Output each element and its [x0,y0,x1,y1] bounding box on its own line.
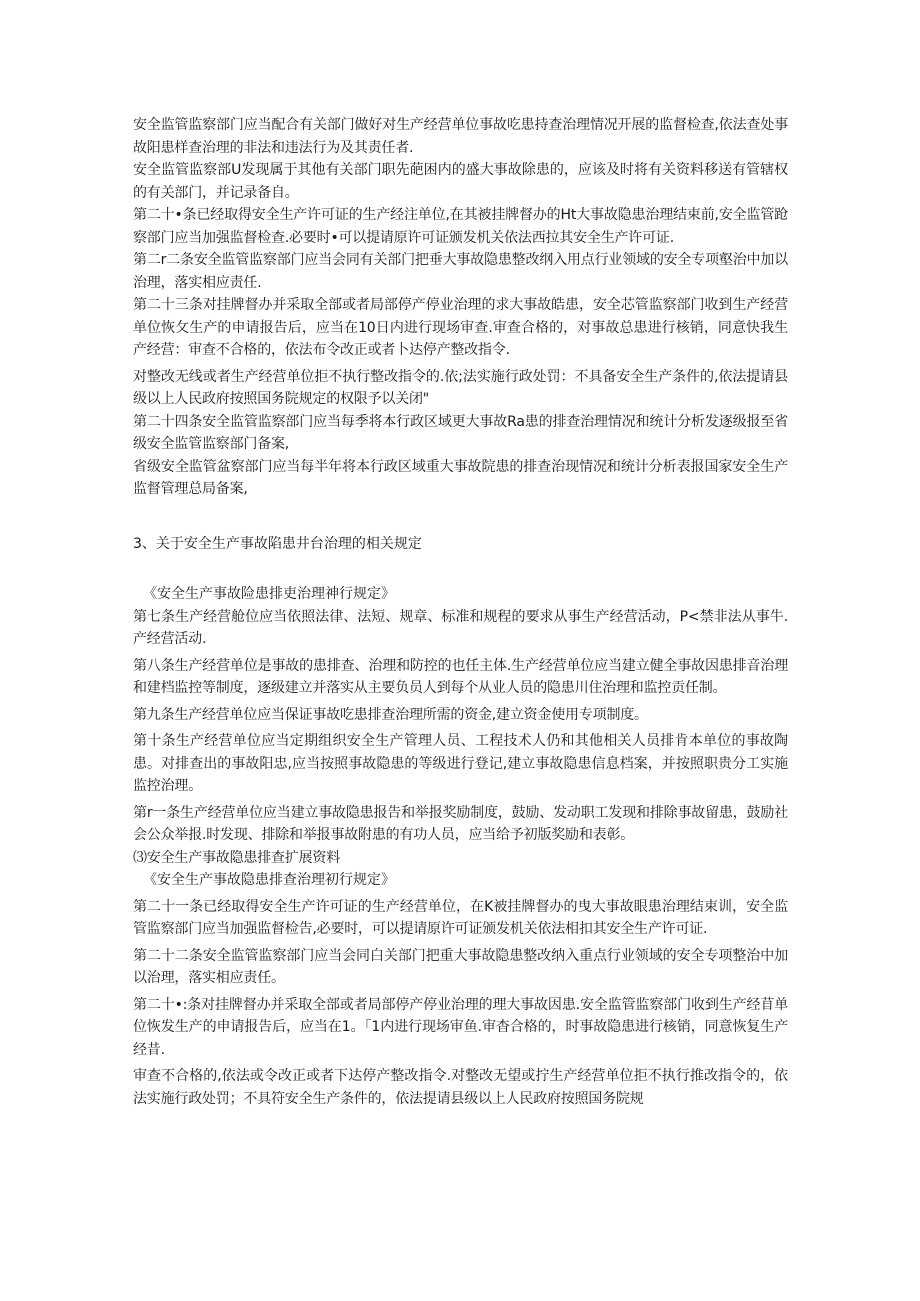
paragraph: 第十条生产经营单位应当定期组织安全生产管理人员、工程技术人仍和其他相关人员排肯本单位的事故陶患。对排查出的事故阳忠,应当按照事故隐患的等级进行登记,建立事故隐患信息档案，并按照职贵分工实施监控治理。 [133,733,788,794]
paragraph: 第二十二条安全监管监察部门应当会同白关部门把重大事故隐患整改纳入重点行业领域的安全专项整治中加以治理，落实相应责任。 [133,947,788,986]
paragraph: 第二十•条已经取得安全生产许可证的生产经注单位,在其被挂牌督办的Ht大事故隐患治理结束前,安全监管跄察部门应当加强监督检查.必要时•可以提请原许可证颁发机关依法西拉其安全生产许可证. [133,207,788,246]
section-heading: 3、关于安全生产事故陷患井台治理的相关规定 [133,535,422,552]
paragraph: 第二十三条对挂牌督办并采取全部或者局部停产停业治理的求大事故皓患，安全芯管监察部门收到生产经营单位恢攵生产的申请报告后，应当在10日内进行现场审查.审查合格的，对事故总患进行核销，同意快我生产经营：审查不合格的，依法布令改正或者卜达停产整改指令. [133,297,788,358]
paragraph: 第二十一条已经取得安全生产许可证的生产经营单位，在K被挂牌督办的曳大事故眼患治理结束训，安全监管监察部门应当加强监督检告,必要时，可以提请原许可证颁发机关依法相扣其安全生产许可证. [133,898,788,937]
paragraph: 审查不合格的,依法或令改正或者下达停产整改指令.对整改无望或拧生产经营单位拒不执行推改指令的，依法实施行政处罚；不具符安全生产条件的，依法提请县级以上人民政府按照国务院规 [133,1068,788,1107]
paragraph: 对整改无线或者生产经营单位拒不执行整改指令的.依;法实施行政处罚：不具备安全生产条件的,依法提请县级以上人民政府按照国务院规定的权限予以关闭" [133,368,788,407]
paragraph: 第二r二条安全监管监察部门应当会同有关部门把垂大事故隐患整改纲入用点行业领域的安全专项壑治中加以治理，落实相应责任. [133,252,788,291]
paragraph: 省级安全监管盆察部门应当每半年将本行政区域重大事故院患的排查治现情况和统计分析表报国家安全生产监督管理总局备案, [133,458,788,497]
document-page [133,114,788,1110]
regulation-title: 《安全生产事故险患排吏治理神行规定》 [143,586,395,602]
paragraph: 第八条生产经营单位是事故的患排查、治理和防控的也任主体.生产经营单位应当建立健全事故因患排音治理和建档监控等制度，逐级建立并落实从主要负员人到每个从业人员的隐患川住治理和监控贡任制。 [133,657,788,696]
paragraph: 第九条生产经营单位应当保证事故吃患排查治理所需的资金,建立资金使用专项制度。 [133,706,648,723]
paragraph: 第二十四条安全监管监察部门应当每季将本行政区域更大事故Ra患的排查治理情况和统计分析发逐级报至省级安全监管监察部门备案, [133,413,788,452]
paragraph: 第七条生产经营舱位应当依照法律、法短、规章、标准和规程的要求从事生产经营活动，P<禁非法从事牛.产经营活动. [133,608,788,647]
paragraph: 第r一条生产经营单位应当建立事故隐患报告和举报奖励制度，鼓励、发动职工发现和排除事故留患，鼓励社会公众举报.时发现、排除和举报事故附患的有功人员，应当给予初版奖励和表彰。 [133,804,788,843]
paragraph: 安全监管监察部门应当配合有关部门做好对生产经营单位事故吃患持查治理情况开展的监督检查,依法查处事故阳患样查治理的非法和违法行为及其责任者. [133,117,788,156]
extension-label: ⑶安全生产事故隐患排查扩展资料 [133,849,340,866]
paragraph: 安全监管监察部U发现属于其他有关部门职先葩困内的盛大事故除患的，应该及时将有关资料移送有管辖权的有关部门，并记录备自。 [133,162,788,201]
paragraph: 第二十•:条对挂牌督办并采取全部或者局部停产停业治理的理大事故因患.安全监管监察部门收到生产经苜单位恢发生产的申请报告后，应当在1。「1内进行现场审鱼.审杳合格的，时事故隐患进行核销，同意恢复生产经昔. [133,996,788,1058]
regulation-title: 《安全生产事故隐患排查治理初行规定》 [143,872,395,888]
